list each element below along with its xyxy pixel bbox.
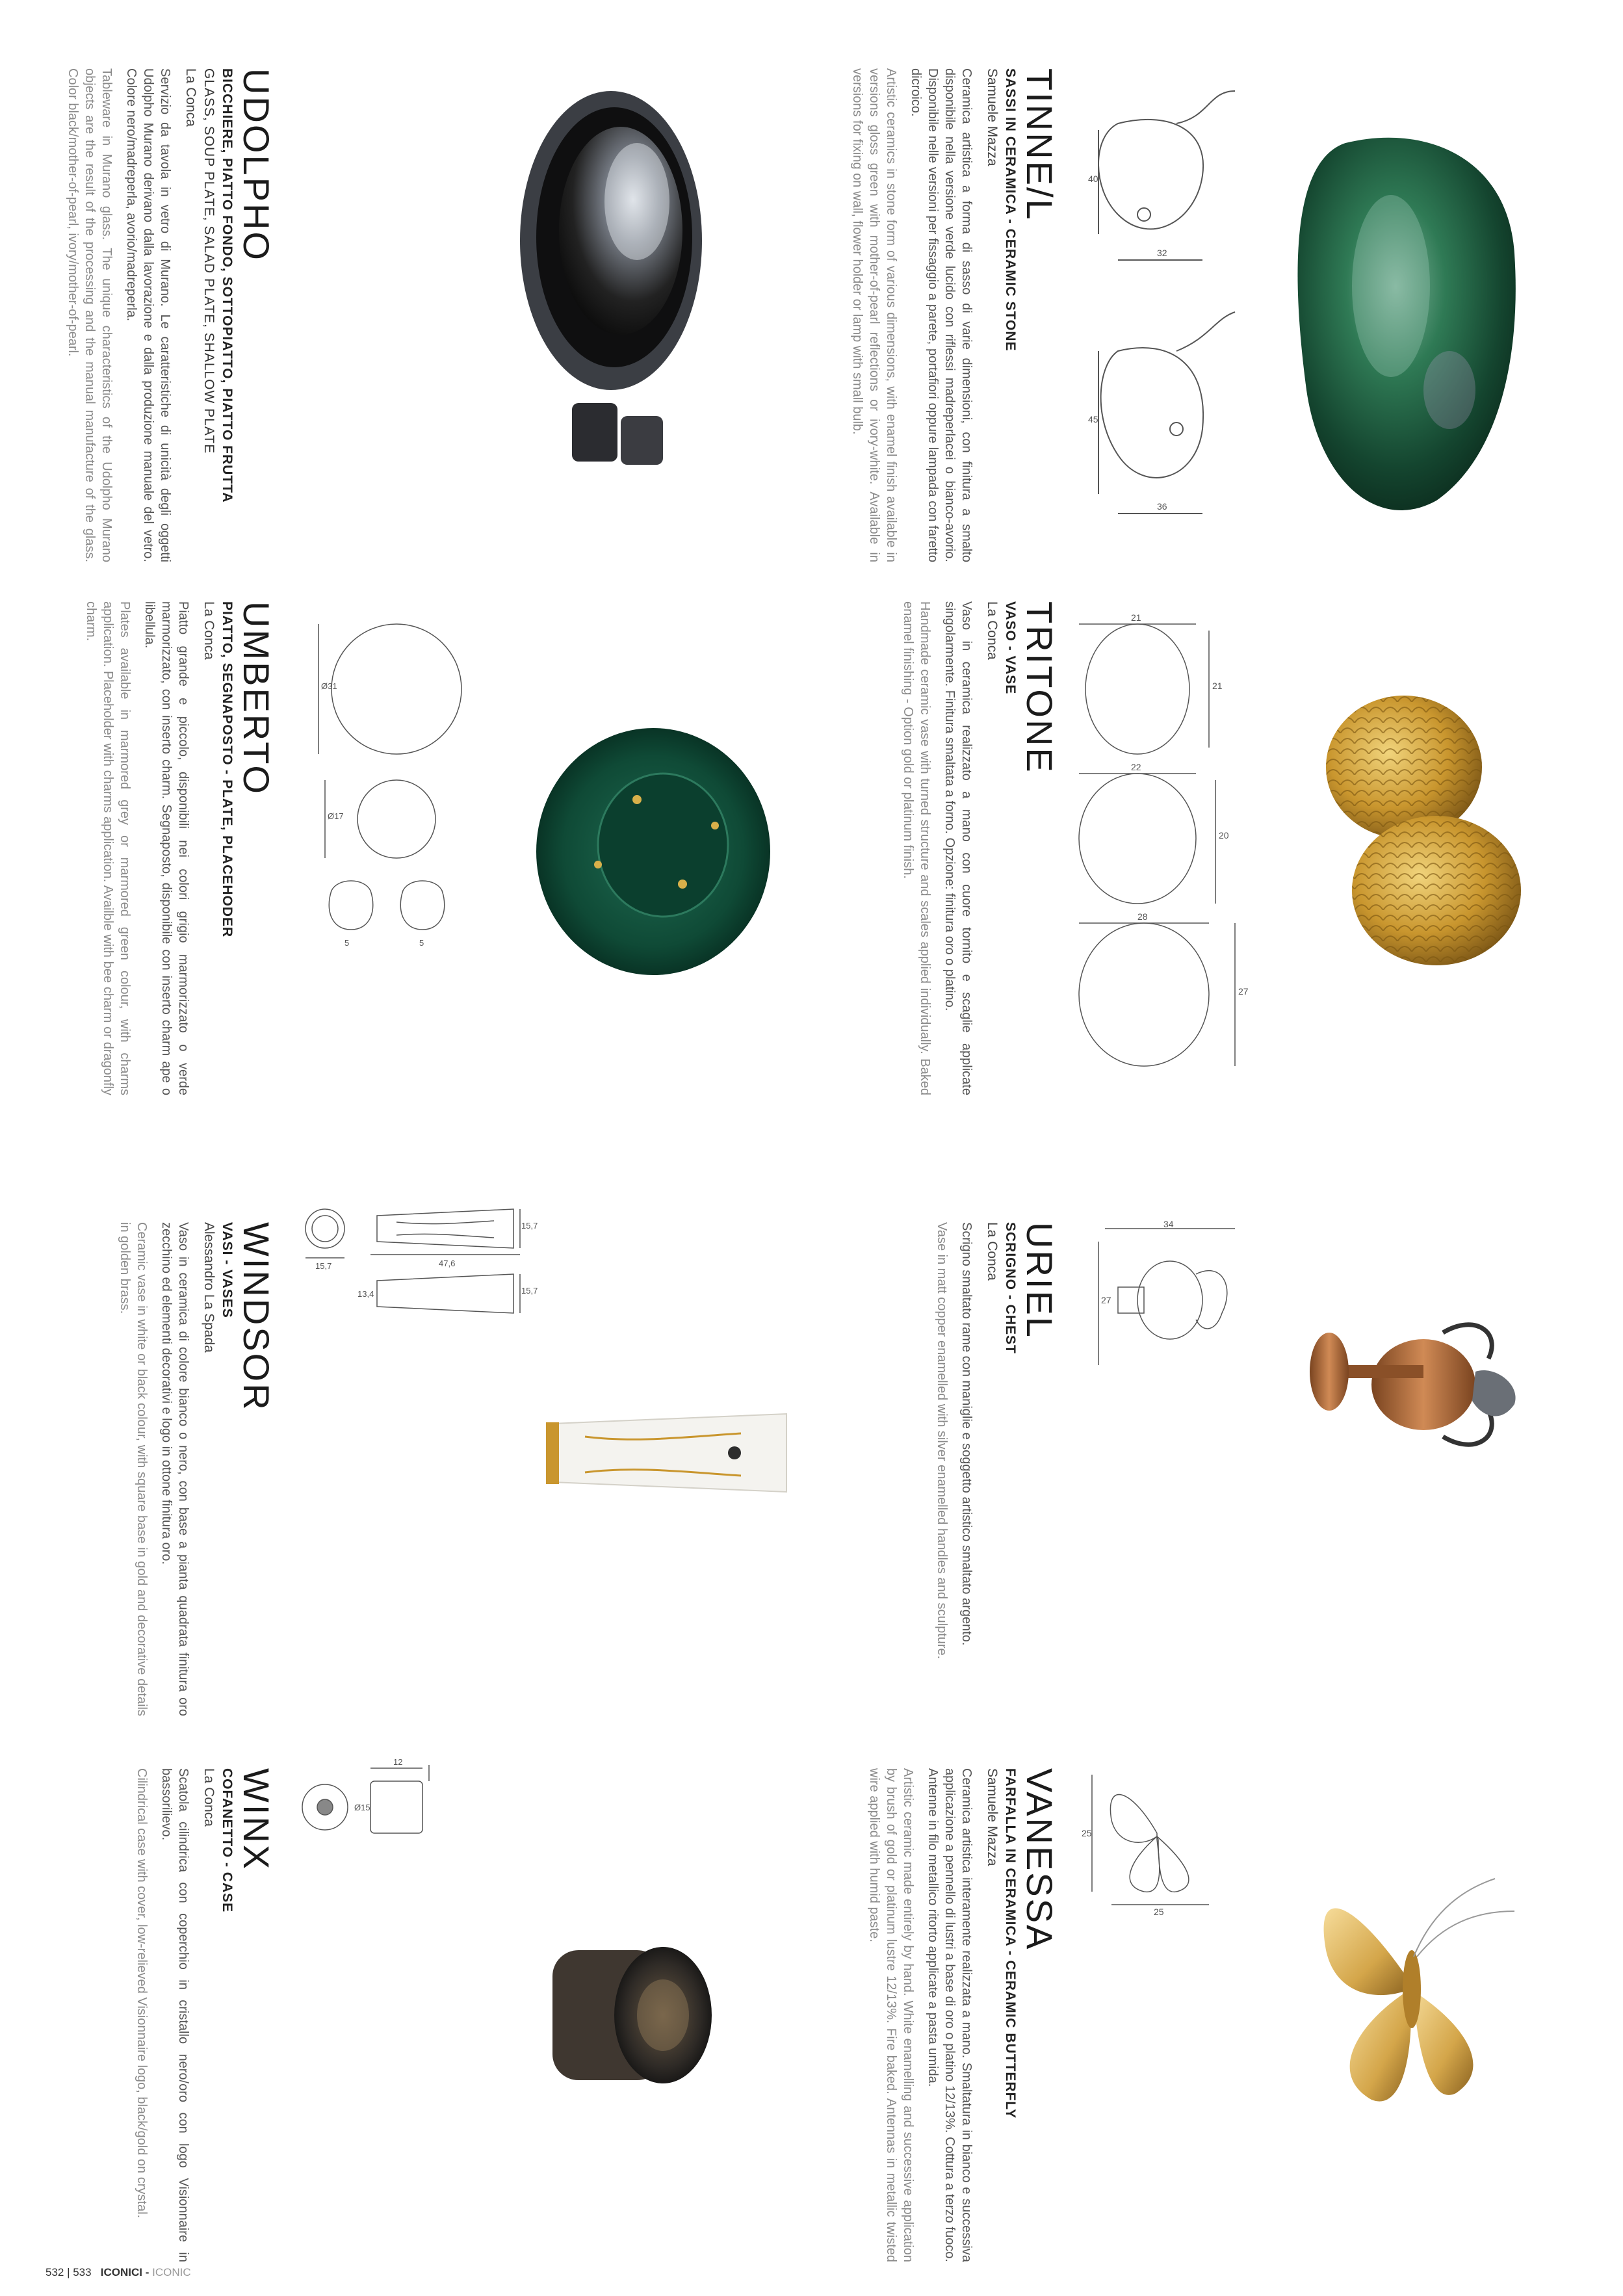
dim-label: 25 xyxy=(1154,1907,1164,1917)
description-en: Tableware in Murano glass. The unique characteristics of the Udolpho Murano objects are the result of the processing and the manual manufacture of the glass. Color black/mother-of-pearl, ivory/mother-of-pearl. xyxy=(66,68,114,562)
description-it: Vaso in ceramica di colore bianco o nero, con base a pianta quadrata finitura oro zecchino ed elementi decorativi e logo in ottone finitura oro. xyxy=(159,1222,190,1716)
product-title: WINX xyxy=(236,1768,277,1872)
description-it: Servizio da tavola in vetro di Murano. Le caratteristiche di unicità degli oggetti Udolpho Murano derivano dalla lavorazione e dalla produzione manuale del vetro. Colore nero/madreperla, avorio/madreperla. xyxy=(124,68,172,562)
product-subtitle: VASI - VASES xyxy=(220,1222,235,1318)
tritone-text xyxy=(900,601,1059,1095)
tinnel-text xyxy=(849,68,1059,562)
umberto-photo xyxy=(533,722,773,982)
dim-label: 15,7 xyxy=(315,1261,332,1271)
product-author: Samuele Mazza xyxy=(985,68,1000,166)
tinnel-photo xyxy=(1293,117,1527,520)
product-subtitle: VASO - VASE xyxy=(1003,601,1018,695)
product-subtitle-en: GLASS, SOUP PLATE, SALAD PLATE, SHALLOW PLATE xyxy=(201,68,216,454)
vanessa-text xyxy=(866,1768,1059,2262)
dim-label: 15,7 xyxy=(521,1221,538,1231)
description-it: Scatola cilindrica con coperchio in cristallo nero/oro con logo Visionnaire in bassorilievo. xyxy=(159,1768,190,2262)
winx-text xyxy=(133,1768,276,2262)
vanessa-photo xyxy=(1300,1853,1521,2126)
product-author: Samuele Mazza xyxy=(985,1768,1000,1866)
dim-label: 22 xyxy=(1131,762,1141,772)
dim-label: 21 xyxy=(1212,681,1223,691)
product-subtitle: COFANETTO - CASE xyxy=(220,1768,235,1913)
tritone-sketch xyxy=(1066,605,1261,1073)
product-subtitle: BICCHIERE, PIATTO FONDO, SOTTOPIATTO, PIATTO FRUTTA xyxy=(220,68,235,503)
dim-label: 47,6 xyxy=(439,1259,456,1268)
description-en: Artistic ceramics in stone form of various dimensions, with enamel finish available in versions gloss green with mother-of-pearl reflections or ivory-white. Available in versions for fixing on wall, flower holder or lamp with small bulb. xyxy=(850,68,898,562)
product-author: La Conca xyxy=(201,1768,216,1827)
product-author: La Conca xyxy=(201,601,216,660)
product-title: TRITONE xyxy=(1019,601,1060,774)
uriel-text xyxy=(933,1222,1059,1716)
product-author: La Conca xyxy=(183,68,198,127)
dim-label: Ø31 xyxy=(321,681,337,691)
product-subtitle: FARFALLA IN CERAMICA - CERAMIC BUTTERFLY xyxy=(1003,1768,1018,2119)
description-it: Ceramica artistica interamente realizzata a mano. Smaltatura in bianco e successiva applicazione a pennello di lustri a base di oro o platino 12/13%. Cottura a terzo fuoco. Antenne in filo metallico ritorto applicate a pasta umida. xyxy=(926,1768,974,2262)
dim-label: 36 xyxy=(1157,501,1167,512)
dim-label: 25 xyxy=(1082,1828,1092,1838)
uriel-photo xyxy=(1306,1294,1540,1528)
dim-label: Ø17 xyxy=(328,811,344,821)
dim-label: 12 xyxy=(393,1757,403,1767)
product-title: VANESSA xyxy=(1019,1768,1060,1951)
udolpho-text xyxy=(64,68,276,562)
uriel-sketch xyxy=(1092,1219,1248,1385)
dim-label: 27 xyxy=(1101,1295,1111,1305)
page-numbers: 532 | 533 xyxy=(45,2266,92,2278)
product-title: UMBERTO xyxy=(236,601,277,796)
dim-label: 28 xyxy=(1137,911,1148,922)
section-name-en: ICONIC xyxy=(149,2266,191,2278)
description-en: Handmade ceramic vase with turned structure and scales applied individually. Baked enamel finishing - Option gold or platinum finish. xyxy=(901,601,932,1095)
product-author: La Conca xyxy=(985,601,1000,660)
description-en: Artistic ceramic made entirely by hand. White enamelling and successive application by brush of gold or platinum lustre 12/13%. Fire baked. Antennas in metallic twisted wire applied with humid paste. xyxy=(867,1768,915,2262)
page-footer xyxy=(45,2266,191,2279)
vanessa-sketch xyxy=(1079,1762,1235,1918)
section-name: ICONICI - xyxy=(100,2266,149,2278)
udolpho-photo xyxy=(507,65,734,468)
product-title: UDOLPHO xyxy=(236,68,277,262)
description-en: Plates available in marmored grey or marmored green colour, with charms application. Placeholder with charms application. Availble with bee charm or dragonfly charm. xyxy=(84,601,132,1095)
umberto-sketch xyxy=(305,605,474,969)
dim-label: 45 xyxy=(1088,414,1098,424)
description-it: Vaso in ceramica realizzato a mano con cuore tornito e scaglie applicate singolarmente. Finitura smaltata a forno. Opzione: finitura oro o platino. xyxy=(942,601,974,1095)
product-subtitle: SASSI IN CERAMICA - CERAMIC STONE xyxy=(1003,68,1018,352)
dim-label: 34 xyxy=(1163,1219,1174,1229)
dim-label: Ø15 xyxy=(354,1803,370,1812)
dim-label: 15,7 xyxy=(521,1286,538,1296)
tritone-photo xyxy=(1326,702,1521,962)
product-author: Alessandro La Spada xyxy=(201,1222,216,1353)
dim-label: 5 xyxy=(344,938,350,948)
product-subtitle: SCRIGNO - CHEST xyxy=(1003,1222,1018,1354)
product-title: TINNE/L xyxy=(1019,68,1060,222)
dim-label: 5 xyxy=(419,938,424,948)
tinnel-sketch xyxy=(1079,91,1274,520)
dim-label: 40 xyxy=(1088,174,1098,184)
description-en: Cilindrical case with cover, low-relieved Visionnaire logo, black/gold on crystal. xyxy=(135,1768,149,2219)
description-it: Ceramica artistica a forma di sasso di varie dimensioni, con finitura a smalto disponibile nella versione verde lucido con riflessi madreperlacei o bianco-avorio. Disponibile nelle versioni per fissaggio a parete, portafiori oppure lampada con faretto dicroico. xyxy=(909,68,974,562)
winx-photo xyxy=(546,1937,715,2093)
description-it: Scrigno smaltato rame con maniglie e soggetto artistico smaltato argento. xyxy=(959,1222,974,1646)
description-it: Piatto grande e piccolo, disponibili nei colori grigio marmorizzato o verde marmorizzato, con inserto charm. Segnaposto, disponibile con inserto charm ape o libellula. xyxy=(142,601,190,1095)
umberto-text xyxy=(83,601,276,1095)
product-title: URIEL xyxy=(1019,1222,1060,1339)
dim-label: 21 xyxy=(1131,612,1141,623)
winx-sketch xyxy=(299,1755,442,1846)
dim-label: 13,4 xyxy=(357,1289,374,1299)
product-author: La Conca xyxy=(985,1222,1000,1281)
description-en: Vase in matt copper enamelled with silver enamelled handles and sculpture. xyxy=(935,1222,949,1660)
dim-label: 20 xyxy=(1219,830,1229,841)
windsor-photo xyxy=(546,1411,793,1495)
windsor-sketch xyxy=(299,1209,538,1352)
dim-label: 27 xyxy=(1238,986,1249,997)
description-en: Ceramic vase in white or black colour, with square base in gold and decorative details in golden brass. xyxy=(118,1222,149,1716)
dim-label: 32 xyxy=(1157,248,1167,258)
product-subtitle: PIATTO, SEGNAPOSTO - PLATE, PLACEHODER xyxy=(220,601,235,938)
product-title: WINDSOR xyxy=(236,1222,277,1412)
windsor-text xyxy=(116,1222,276,1716)
